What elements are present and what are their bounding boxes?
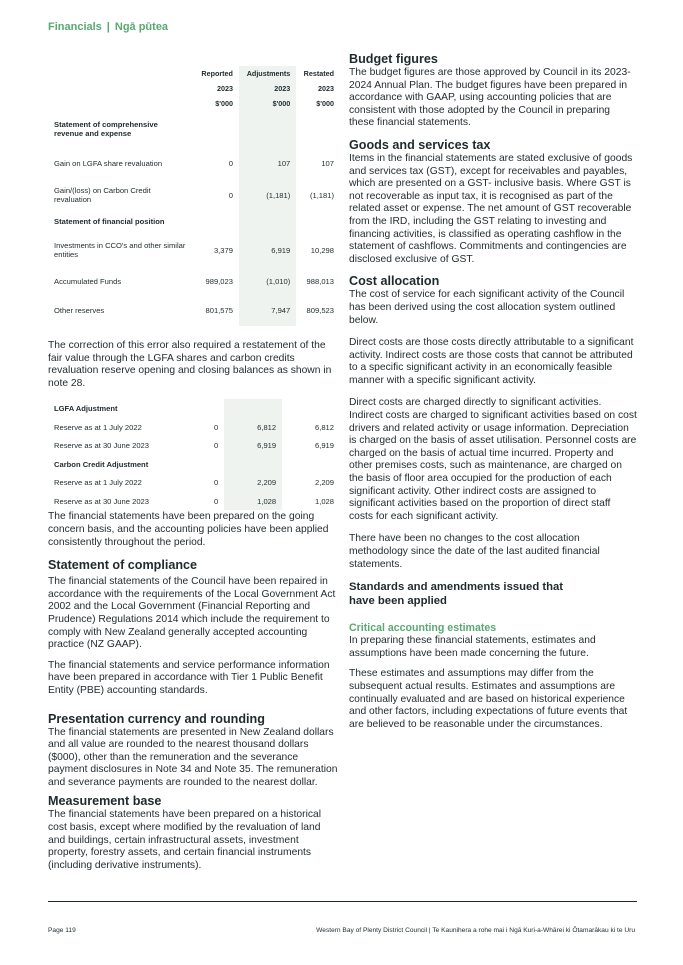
cost-allocation-heading: Cost allocation [349, 274, 440, 289]
restatement-table-cell: 10,298 [310, 245, 334, 255]
restatement-table-cell: 988,013 [306, 277, 334, 286]
restatement-table-cell [194, 111, 239, 147]
reserve-table-cell: 1,028 [224, 492, 282, 511]
restatement-table-cell: 0 [228, 190, 233, 200]
restatement-table [48, 66, 340, 326]
gst-heading: Goods and services tax [349, 137, 491, 152]
restatement-table-cell: 7,947 [239, 295, 296, 326]
reserve-table-cell: 1,028 [314, 496, 334, 506]
estimates-heading: Critical accounting estimates [349, 622, 497, 635]
restatement-table-cell: 107 [239, 147, 296, 179]
reserve-table-cell: 6,812 [224, 418, 282, 437]
restatement-table-cell [194, 211, 239, 232]
restatement-table-cell: 801,575 [205, 306, 233, 315]
restatement-table-cell [296, 211, 340, 232]
reserve-table-cell [224, 455, 282, 474]
restatement-table-row [48, 268, 340, 295]
reserve-table-row [48, 418, 340, 437]
table-header-row-3 [48, 96, 340, 111]
header-separator: | [106, 21, 110, 33]
col-reported-line2: 2023 [216, 84, 233, 93]
reserve-table-row [48, 399, 340, 418]
left-column [48, 66, 340, 872]
restatement-table-row [48, 295, 340, 326]
reserve-table-row-label: Carbon Credit Adjustment [54, 459, 149, 469]
reserve-table-cell: 2,209 [224, 473, 282, 492]
estimates-paragraph-1: In preparing these financial statements, estimates and assumptions have been made concerning the future. [349, 635, 596, 659]
header-section: Financials [48, 21, 102, 33]
restatement-table-cell: 809,523 [306, 306, 334, 315]
col-adjustments-line2: 2023 [239, 81, 296, 96]
reserve-table-row-label: Reserve as at 30 June 2023 [54, 441, 149, 451]
restatement-table-row-label: Accumulated Funds [54, 277, 122, 286]
estimates-paragraph-2: These estimates and assumptions may differ from the subsequent actual results. Estimates and assumptions are continually evaluated and are based on historical experience and other factors, including expectations of future events that are believed to be reasonable under the circumstances. [349, 668, 628, 730]
restatement-table-row [48, 111, 340, 147]
col-adjustments-line1: Adjustments [239, 66, 296, 81]
restatement-table-cell: (1,181) [309, 190, 334, 200]
reserve-table-row-label: LGFA Adjustment [54, 404, 118, 414]
footer-page-number: Page 119 [48, 927, 76, 934]
compliance-paragraph-2: The financial statements and service performance information have been prepared in accordance with Tier 1 Public Benefit Entity (PBE) accounting standards. [48, 659, 330, 696]
col-restated-line1: Restated [303, 69, 334, 78]
restatement-table-cell: 3,379 [213, 245, 233, 255]
footer-organisation: Western Bay of Plenty District Council | Te Kaunihera a rohe mai i Ngā Kuri-a-Whārei ki Ōtamarākau ki te Uru [316, 927, 635, 934]
restatement-table-cell: 6,919 [239, 232, 296, 268]
restatement-table-cell: (1,010) [239, 268, 296, 295]
reserve-table-row-label: Reserve as at 1 July 2022 [54, 478, 142, 488]
col-reported-line3: $'000 [215, 99, 233, 108]
reserve-table-row-label: Reserve as at 30 June 2023 [54, 496, 149, 506]
reserve-table-row [48, 455, 340, 474]
reserve-table-cell: 0 [214, 496, 219, 506]
header-maori: Ngā pūtea [114, 21, 169, 33]
reserve-table-row [48, 492, 340, 511]
reserve-table-cell [194, 455, 224, 474]
restatement-table-body [48, 111, 340, 326]
reserve-table-cell [194, 399, 224, 418]
presentation-paragraph: The financial statements are presented in New Zealand dollars and all value are rounded to the nearest thousand dollars ($000), other than the remuneration and the severance payment disclosures in Note 34 and Note 35. The remuneration and severance payments are rounded to the nearest dollar. [48, 726, 338, 788]
restatement-table-cell: 989,023 [205, 277, 233, 286]
col-adjustments-line3: $'000 [239, 96, 296, 111]
budget-heading: Budget figures [349, 52, 438, 66]
restatement-table-row [48, 179, 340, 211]
reserve-table-cell: 0 [214, 478, 219, 488]
restatement-table-row [48, 232, 340, 268]
restatement-table-row-label: Gain on LGFA share revaluation [54, 158, 163, 168]
restatement-table-row [48, 211, 340, 232]
reserve-table-cell [224, 399, 282, 418]
table-header-row-2 [48, 81, 340, 96]
reserve-table-cell: 6,812 [314, 422, 334, 432]
reserve-adjustment-table-body [48, 399, 340, 510]
reserve-table-row [48, 473, 340, 492]
compliance-heading: Statement of compliance [48, 558, 198, 573]
cost-paragraph-2: Direct costs are those costs directly attributable to a significant activity. Indirect costs are those costs that cannot be attributed to a specific significant activity in an economically feasible manner with a specific significant activity. [349, 337, 634, 386]
page-header [48, 21, 168, 33]
reserve-adjustment-table [48, 399, 340, 510]
reserve-table-cell [282, 399, 340, 418]
footer-divider [48, 901, 637, 902]
col-reported-line1: Reported [201, 69, 233, 78]
budget-paragraph: The budget figures are those approved by Council in its 2023-2024 Annual Plan. The budget figures have been prepared in accordance with GAAP, using accounting policies that are consistent with those adopted by the Council in preparing these financial statements. [349, 67, 631, 129]
restatement-table-row-label: Statement of comprehensive revenue and expense [54, 120, 158, 138]
reserve-table-row-label: Reserve as at 1 July 2022 [54, 422, 142, 432]
measurement-heading: Measurement base [48, 794, 162, 809]
cost-paragraph-4: There have been no changes to the cost allocation methodology since the date of the last audited financial statements. [349, 533, 600, 570]
restatement-table-row-label: Statement of financial position [54, 217, 165, 226]
table-header-row-1 [48, 66, 340, 81]
restatement-table-row-label: Investments in CCO's and other similar entities [54, 241, 186, 259]
restatement-table-cell [239, 211, 296, 232]
reserve-table-cell [282, 455, 340, 474]
restatement-table-cell [239, 111, 296, 147]
compliance-paragraph-1: The financial statements of the Council have been repaired in accordance with the requirements of the Local Government Act 2002 and the Local Government (Financial Reporting and Prudence) Regulations 2014 which include the requirement to comply with New Zealand generally accepted accounting practice (NZ GAAP). [48, 576, 336, 651]
right-column [349, 52, 637, 731]
restatement-table-row [48, 147, 340, 179]
cost-paragraph-3: Direct costs are charged directly to significant activities. Indirect costs are charged to significant activities based on cost drivers and related activity or usage information. Depreciation is charged on the basis of asset utilisation. Personnel costs are charged on the basis of actual time incurred. Property and other premises costs, such as maintenance, are charged on the basis of floor area occupied for the production of each significant activity. Other indirect costs are assigned to significant activities based on the proportion of direct staff costs for each significant activity. [349, 397, 637, 522]
measurement-paragraph: The financial statements have been prepared on a historical cost basis, except where modified by the revaluation of land and buildings, certain infrastructural assets, investment property, forestry assets, and certain financial instruments (including derivative instruments). [48, 809, 322, 871]
gst-paragraph: Items in the financial statements are stated exclusive of goods and services tax (GST), except for receivables and payables, which are presented on a GST- inclusive basis. Where GST is not recoverable as input tax, it is recognised as part of the related asset or expense. The net amount of GST recoverable from the IRD, including the GST relating to investing and financing activities, is classified as operating cashflow in the statement of cashflows. Commitments and contingencies are disclosed exclusive of GST. [349, 152, 633, 265]
col-restated-line3: $'000 [316, 99, 334, 108]
restatement-table-row-label: Other reserves [54, 306, 105, 315]
restatement-table-row-label: Gain/(loss) on Carbon Credit revaluation [54, 186, 151, 204]
restatement-table-cell [296, 111, 340, 147]
restatement-table-cell: (1,181) [239, 179, 296, 211]
reserve-table-cell: 6,919 [314, 441, 334, 451]
reserve-table-cell: 2,209 [314, 478, 334, 488]
reserve-table-cell: 0 [214, 441, 219, 451]
standards-heading: Standards and amendments issued that have been applied [349, 581, 564, 608]
presentation-heading: Presentation currency and rounding [48, 711, 265, 726]
reserve-table-cell: 0 [214, 422, 219, 432]
reserve-table-cell: 6,919 [224, 436, 282, 455]
col-restated-line2: 2023 [318, 84, 334, 93]
restatement-table-cell: 107 [321, 158, 334, 168]
restatement-table-cell: 0 [228, 158, 233, 168]
reserve-table-row [48, 436, 340, 455]
going-concern-paragraph: The financial statements have been prepared on the going concern basis, and the accounting policies have been applied consistently throughout the period. [48, 511, 329, 548]
cost-paragraph-1: The cost of service for each significant activity of the Council has been derived using the cost allocation system outlined below. [349, 289, 625, 326]
correction-paragraph: The correction of this error also required a restatement of the fair value through the LGFA shares and carbon credits revaluation reserve opening and closing balances as shown in note 28. [48, 340, 332, 389]
